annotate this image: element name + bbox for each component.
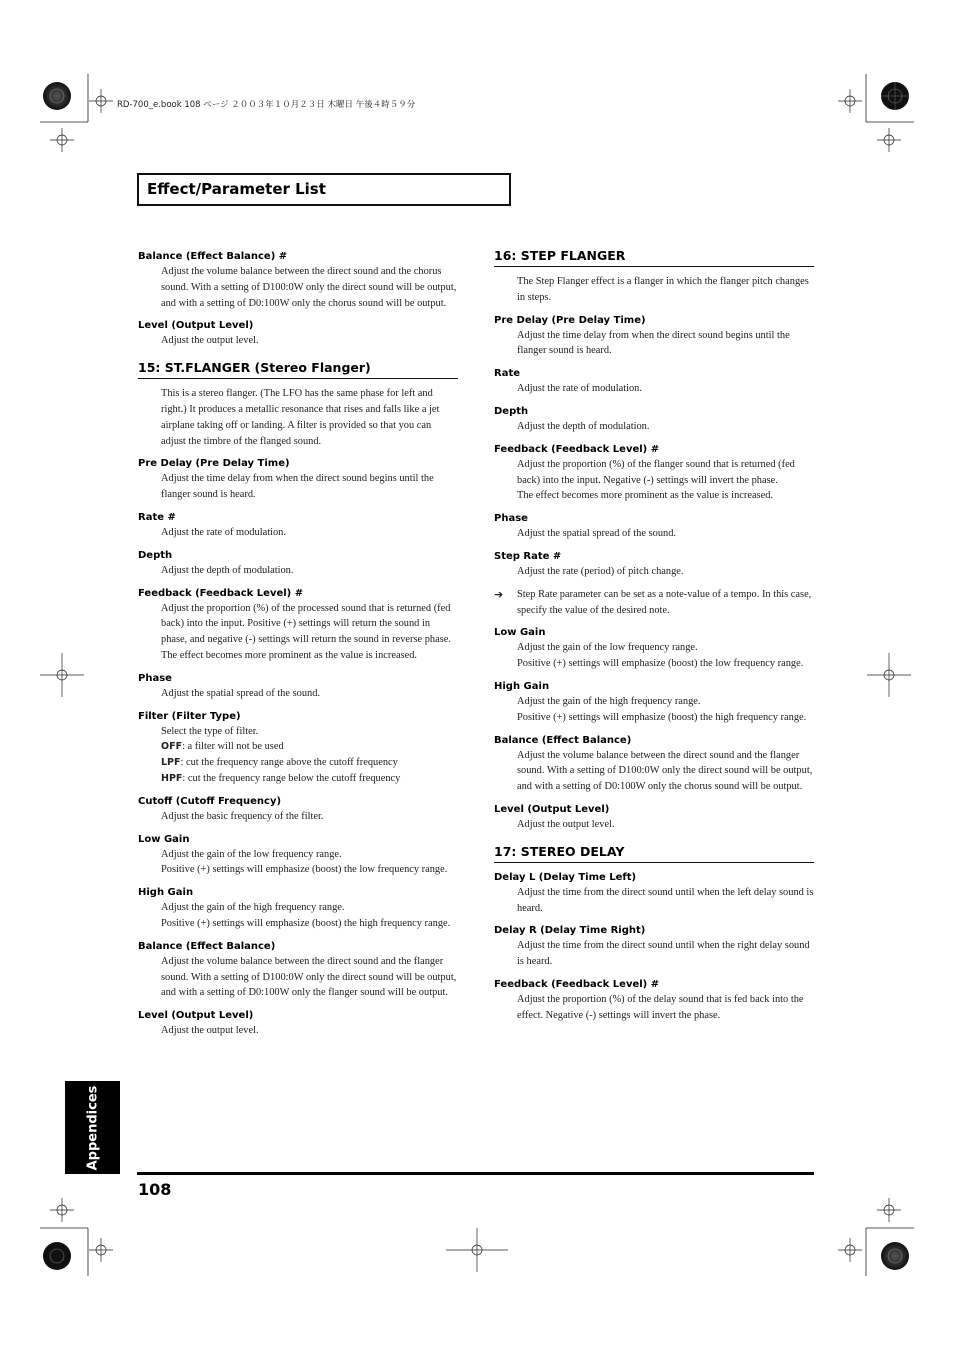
- param-desc: Adjust the volume balance between the direct sound and the chorus sound. With a setting of D100:0W only the direct sound will be output, and with a setting of D0:100W only the chorus sound will be output.: [161, 266, 457, 309]
- section-title: 16: STEP FLANGER: [494, 248, 814, 267]
- param-desc: Adjust the output level.: [517, 818, 615, 830]
- param-desc: Adjust the gain of the low frequency range.: [161, 848, 342, 860]
- param-desc: Select the type of filter.: [161, 725, 259, 737]
- param-name: High Gain: [138, 887, 194, 899]
- param-desc: Adjust the time from the direct sound until when the right delay sound is heard.: [517, 940, 810, 968]
- param-desc: Adjust the basic frequency of the filter.: [161, 810, 324, 822]
- param-name: Feedback (Feedback Level) #: [494, 978, 660, 990]
- param-name: Low Gain: [494, 627, 546, 639]
- page-title: Effect/Parameter List: [147, 180, 326, 198]
- param-name: Balance (Effect Balance): [138, 940, 276, 952]
- param-name: Balance (Effect Balance): [494, 734, 632, 746]
- arrow-right-icon: ➔: [494, 587, 504, 601]
- param-desc: Adjust the volume balance between the direct sound and the flanger sound. With a setting of D100:0W only the direct sound will be output, and with a setting of D0:100W only the flanger sound will be output.: [161, 955, 457, 999]
- filter-option-key: OFF: [161, 741, 183, 753]
- page-title-box: [137, 173, 511, 206]
- param-desc: Adjust the rate of modulation.: [161, 526, 286, 538]
- param-desc: Adjust the rate of modulation.: [517, 383, 642, 395]
- param-desc: Adjust the depth of modulation.: [517, 420, 650, 432]
- param-desc: Adjust the rate (period) of pitch change.: [517, 565, 684, 577]
- param-name: Low Gain: [138, 833, 190, 845]
- filter-option: [138, 755, 458, 771]
- filter-option-key: HPF: [161, 772, 183, 784]
- filter-option: [138, 739, 458, 755]
- param-desc-extra: Positive (+) settings will emphasize (boost) the low frequency range.: [517, 658, 804, 670]
- footer-rule: [137, 1172, 814, 1175]
- param-desc-extra: The effect becomes more prominent as the value is increased.: [517, 490, 774, 502]
- param-desc: Adjust the time delay from when the direct sound begins until the flanger sound is heard.: [161, 473, 434, 501]
- param-name: Step Rate #: [494, 550, 562, 562]
- param-desc: Adjust the proportion (%) of the processed sound that is returned (fed back) into the input. Positive (+) settings will return the sound in phase, and negative (-) settings will return the sound in reverse phase.: [161, 602, 451, 646]
- param-desc: Adjust the spatial spread of the sound.: [517, 528, 677, 540]
- left-column: [138, 250, 458, 1039]
- param-desc: Adjust the time from the direct sound until when the left delay sound is heard.: [517, 886, 814, 914]
- param-desc-extra: Positive (+) settings will emphasize (boost) the low frequency range.: [161, 864, 448, 876]
- param-desc: Adjust the gain of the high frequency range.: [517, 695, 701, 707]
- param-name: Depth: [494, 405, 529, 417]
- param-name: Level (Output Level): [138, 1010, 254, 1022]
- filter-option-text: : cut the frequency range below the cutoff frequency: [182, 772, 401, 784]
- param-name: Feedback (Feedback Level) #: [494, 443, 660, 455]
- param-desc: Adjust the output level.: [161, 1025, 259, 1037]
- note-text: Step Rate parameter can be set as a note-value of a tempo. In this case, specify the value of the desired note.: [517, 588, 812, 616]
- param-name: Phase: [138, 672, 172, 684]
- page-number: 108: [138, 1180, 172, 1199]
- side-tab-label: Appendices: [85, 1085, 100, 1170]
- param-name: Depth: [138, 549, 173, 561]
- file-info-header: RD-700_e.book 108 ページ ２００３年１０月２３日 木曜日 午後４時５９分: [117, 100, 416, 110]
- param-name: Pre Delay (Pre Delay Time): [494, 314, 646, 326]
- filter-option-text: : cut the frequency range above the cutoff frequency: [180, 757, 398, 769]
- param-desc: Adjust the proportion (%) of the delay sound that is fed back into the effect. Negative (-) settings will invert the phase.: [517, 993, 804, 1021]
- param-name: Filter (Filter Type): [138, 710, 241, 722]
- param-name: Delay L (Delay Time Left): [494, 871, 637, 883]
- param-name: Balance (Effect Balance) #: [138, 251, 288, 262]
- param-name: Delay R (Delay Time Right): [494, 925, 646, 937]
- filter-option-text: : a filter will not be used: [182, 741, 284, 753]
- param-desc-extra: Positive (+) settings will emphasize (boost) the high frequency range.: [517, 711, 807, 723]
- param-desc: Adjust the gain of the high frequency range.: [161, 902, 345, 914]
- param-desc: Adjust the proportion (%) of the flanger sound that is returned (fed back) into the input. Negative (-) settings will invert the phase.: [517, 458, 795, 486]
- section-title: 17: STEREO DELAY: [494, 844, 814, 863]
- side-tab: [65, 1081, 120, 1174]
- param-name: High Gain: [494, 680, 550, 692]
- note: [494, 587, 814, 619]
- param-name: Cutoff (Cutoff Frequency): [138, 795, 282, 807]
- param-desc: Adjust the depth of modulation.: [161, 564, 294, 576]
- param-name: Level (Output Level): [494, 803, 610, 815]
- section-intro: The Step Flanger effect is a flanger in which the flanger pitch changes in steps.: [517, 276, 809, 303]
- param-desc: Adjust the spatial spread of the sound.: [161, 687, 321, 699]
- param-desc: Adjust the time delay from when the direct sound begins until the flanger sound is heard.: [517, 329, 790, 357]
- param-desc: Adjust the gain of the low frequency range.: [517, 642, 698, 654]
- section-intro: This is a stereo flanger. (The LFO has the same phase for left and right.) It produces a metallic resonance that rises and falls like a jet airplane taking off or landing. A filter is provided so that you can adjust the timbre of the flanged sound.: [161, 388, 440, 447]
- param-desc: Adjust the volume balance between the direct sound and the flanger sound. With a setting of D100:0W only the direct sound will be output, and with a setting of D0:100W only the chorus sound will be output.: [517, 749, 813, 793]
- param-name: Rate #: [138, 511, 176, 523]
- filter-option: [138, 771, 458, 787]
- param-name: Pre Delay (Pre Delay Time): [138, 458, 290, 470]
- param-name: Phase: [494, 513, 528, 525]
- filter-option-key: LPF: [161, 757, 181, 769]
- param-desc-extra: The effect becomes more prominent as the value is increased.: [161, 649, 418, 661]
- param-desc: Adjust the output level.: [161, 335, 259, 347]
- param-name: Feedback (Feedback Level) #: [138, 587, 304, 599]
- param-desc-extra: Positive (+) settings will emphasize (boost) the high frequency range.: [161, 917, 451, 929]
- param-name: Rate: [494, 368, 521, 380]
- right-column: [494, 248, 814, 1024]
- section-title: 15: ST.FLANGER (Stereo Flanger): [138, 360, 458, 379]
- param-name: Level (Output Level): [138, 320, 254, 332]
